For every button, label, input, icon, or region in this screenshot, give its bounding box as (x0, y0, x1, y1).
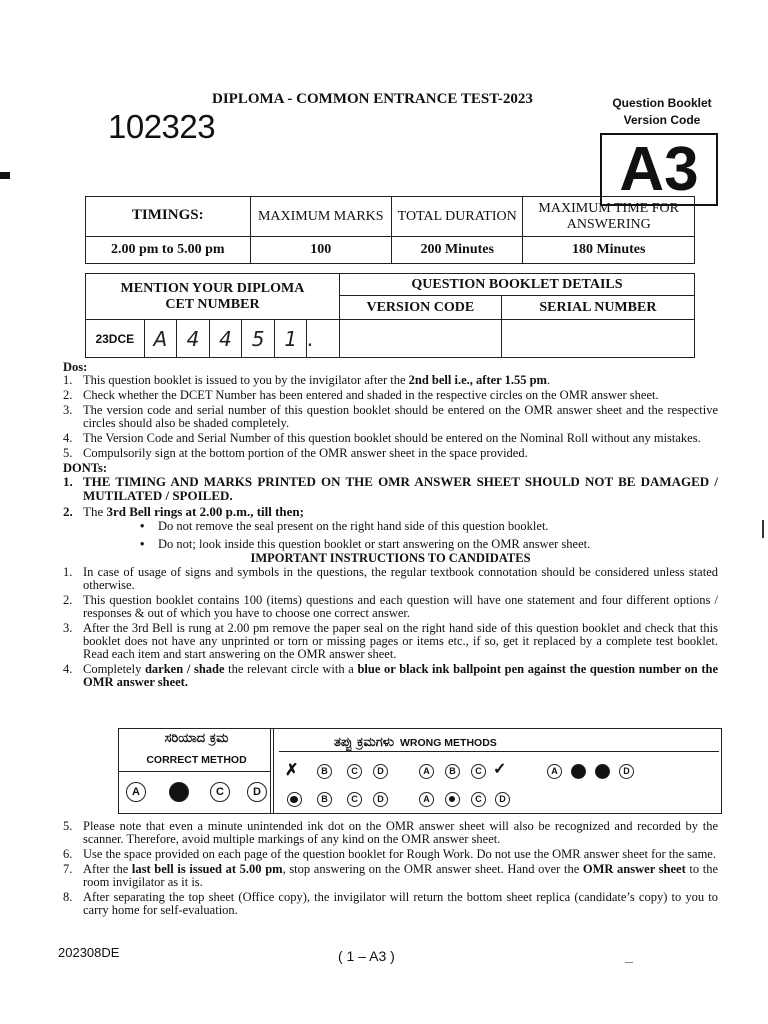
bubble-filled (571, 764, 586, 779)
max-time-value: 180 Minutes (523, 237, 695, 264)
tick-mark-icon: ✓ (493, 761, 507, 778)
item-bold-text: last bell is issued at 5.00 pm (131, 862, 283, 876)
bubble-b-dot (445, 792, 460, 807)
bubble-b: B (317, 792, 332, 807)
version-code-box: A3 (600, 133, 718, 206)
timings-table (85, 196, 695, 264)
correct-method-kannada: ಸರಿಯಾದ ಕ್ರಮ (164, 731, 229, 746)
item-text: This question booklet is issued to you by the invigilator after the (83, 373, 409, 387)
mention-cet-number (86, 274, 340, 320)
list-item (63, 404, 718, 430)
bubble-filled (595, 764, 610, 779)
bubble-d: D (373, 764, 388, 779)
margin-mark (625, 962, 633, 963)
cet-details-table (85, 273, 695, 358)
max-marks-value: 100 (250, 237, 391, 264)
version-code-label (602, 95, 722, 129)
list-item (63, 475, 718, 503)
omr-method-example (118, 728, 722, 814)
bubble-d: D (247, 782, 267, 802)
timings-header: TIMINGS: (86, 197, 251, 237)
item-text: , stop answering on the OMR answer sheet. Hand over the (282, 862, 583, 876)
bubble-b: B (445, 764, 460, 779)
bullet-icon: • (140, 519, 145, 533)
list-item (63, 447, 718, 460)
item-text: Use the space provided on each page of the question booklet for Rough Work. Do not use the OMR answer sheet for the same. (83, 847, 716, 861)
item-text: Compulsorily sign at the bottom portion of the OMR answer sheet in the space provided. (83, 446, 528, 460)
total-duration-value: 200 Minutes (391, 237, 522, 264)
item-number: 1. (63, 565, 73, 579)
mention-line1: MENTION YOUR DIPLOMA (120, 280, 305, 296)
item-number: 2. (63, 593, 73, 607)
instructions-section (63, 361, 718, 691)
divider (119, 771, 270, 772)
list-item (63, 432, 718, 445)
item-number: 3. (63, 403, 73, 417)
max-time-header: MAXIMUM TIME FOR ANSWERING (523, 197, 695, 237)
item-number: 2. (63, 504, 73, 519)
bullet-item (140, 520, 718, 533)
bubble-d: D (619, 764, 634, 779)
list-item (63, 566, 718, 592)
bubble-a-partial (287, 792, 302, 807)
version-code-label-line1: Question Booklet (612, 96, 712, 110)
bullet-text: Do not remove the seal present on the right hand side of this question booklet. (158, 519, 549, 533)
bubble-d: D (495, 792, 510, 807)
item-number: 6. (63, 847, 73, 861)
item-text: Completely (83, 662, 145, 676)
cet-digit: A (144, 320, 177, 358)
cet-digit: 1 (274, 320, 307, 358)
cet-digit: 4 (209, 320, 242, 358)
bubble-c: C (471, 764, 486, 779)
bubble-b-filled (169, 782, 189, 802)
bullet-item (140, 538, 718, 551)
item-number: 3. (63, 621, 73, 635)
total-duration-header: TOTAL DURATION (391, 197, 522, 237)
instructions-section-continued (63, 820, 718, 919)
item-text: to the room invigilator as it is. (83, 862, 718, 889)
cross-mark-icon: ✗ (285, 762, 299, 779)
wrong-methods-kannada: ತಪ್ಪು ಕ್ರಮಗಳು (334, 735, 394, 750)
item-number: 7. (63, 862, 73, 876)
version-code-entry (339, 320, 501, 358)
item-text: After separating the top sheet (Office copy), the invigilator will return the bottom sheet replica (candidate’s copy) to you to carry home for self-evaluation. (83, 890, 718, 917)
item-number: 8. (63, 890, 73, 904)
correct-method-label: CORRECT METHOD (146, 754, 247, 766)
item-number: 5. (63, 819, 73, 833)
item-bold-text: 2nd bell i.e., after 1.55 pm (408, 373, 547, 387)
bubble-d: D (373, 792, 388, 807)
item-bold-text: blue or black ink ballpoint pen against the question number on the OMR answer sheet. (83, 662, 718, 689)
item-text: . (546, 373, 551, 387)
exam-title: DIPLOMA - COMMON ENTRANCE TEST-2023 (212, 91, 533, 107)
bubble-a: A (419, 792, 434, 807)
timings-value: 2.00 pm to 5.00 pm (86, 237, 251, 264)
list-item (63, 505, 718, 518)
item-text: This question booklet contains 100 (items) questions and each question will have one statement and four different options / responses & out of which you have to choose one correct answer. (83, 593, 718, 620)
item-number: 1. (63, 373, 73, 387)
list-item (63, 820, 718, 846)
list-item (63, 594, 718, 620)
bubble-b: B (317, 764, 332, 779)
margin-mark (762, 520, 764, 538)
bubble-c: C (347, 792, 362, 807)
divider (279, 751, 719, 752)
list-item (63, 389, 718, 402)
dos-heading: Dos: (63, 360, 88, 374)
list-item (63, 663, 718, 689)
item-bold-text: darken / shade (144, 662, 225, 676)
max-marks-header: MAXIMUM MARKS (250, 197, 391, 237)
item-text: the relevant circle with a (224, 662, 358, 676)
footer-code: 202308DE (58, 945, 120, 960)
cet-digit: 4 (177, 320, 210, 358)
bubble-a: A (547, 764, 562, 779)
booklet-details-header: QUESTION BOOKLET DETAILS (339, 274, 694, 296)
list-item (63, 863, 718, 889)
instructions-heading: IMPORTANT INSTRUCTIONS TO CANDIDATES (250, 551, 531, 565)
item-number: 1. (63, 474, 73, 489)
margin-mark (0, 172, 10, 179)
list-item (63, 374, 718, 387)
item-number: 4. (63, 662, 73, 676)
cet-digit: . (307, 320, 339, 358)
bubble-c: C (347, 764, 362, 779)
cet-prefix: 23DCE (86, 320, 145, 358)
page-number: ( 1 – A3 ) (338, 948, 395, 964)
item-text: Please note that even a minute unintended ink dot on the OMR answer sheet will also be recognized and recorded by the scanner. Therefore, avoid multiple markings of any kind on the OMR answer sheet. (83, 819, 718, 846)
item-number: 2. (63, 388, 73, 402)
correct-method-panel (119, 729, 274, 813)
version-code-header: VERSION CODE (339, 296, 501, 320)
bubble-c: C (210, 782, 230, 802)
serial-number-header: SERIAL NUMBER (501, 296, 694, 320)
item-text: After the (83, 862, 132, 876)
item-number: 5. (63, 446, 73, 460)
wrong-methods-heading (334, 735, 497, 750)
item-text: After the 3rd Bell is rung at 2.00 pm remove the paper seal on the right hand side of this question booklet and check that this booklet does not have any unprinted or torn or missing pages or items etc., if so, get it replaced by a complete test booklet. Read each item and start answering on the OMR answer sheet. (83, 621, 718, 661)
version-code-label-line2: Version Code (623, 113, 701, 127)
item-text: Check whether the DCET Number has been entered and shaded in the respective circles on the OMR answer sheet. (83, 388, 659, 402)
cet-digit: 5 (242, 320, 275, 358)
handwritten-code-number: 102323 (108, 108, 216, 145)
bullet-icon: • (140, 537, 145, 551)
item-bold-text: OMR answer sheet (582, 862, 686, 876)
item-text: The (83, 504, 107, 519)
mention-line2: CET NUMBER (165, 296, 260, 312)
list-item (63, 848, 718, 861)
wrong-methods-label: WRONG METHODS (399, 737, 497, 749)
item-text: In case of usage of signs and symbols in the questions, the regular textbook connotation should be considered unless stated otherwise. (83, 565, 718, 592)
item-text: The version code and serial number of this question booklet should be entered on the OMR answer sheet and the respective circles should also be shaded completely. (83, 403, 718, 430)
item-text: The Version Code and Serial Number of this question booklet should be entered on the Nominal Roll without any mistakes. (83, 431, 701, 445)
donts-heading: DONTs: (63, 461, 107, 475)
list-item (63, 891, 718, 917)
bubble-a: A (126, 782, 146, 802)
bullet-text: Do not; look inside this question booklet or start answering on the OMR answer sheet. (158, 537, 591, 551)
item-bold-text: 3rd Bell rings at 2.00 p.m., till then; (106, 504, 304, 519)
bubble-a: A (419, 764, 434, 779)
serial-number-entry (501, 320, 694, 358)
bubble-c: C (471, 792, 486, 807)
item-text: THE TIMING AND MARKS PRINTED ON THE OMR ANSWER SHEET SHOULD NOT BE DAMAGED / MUTILATED / SPOILED. (83, 474, 718, 503)
list-item (63, 622, 718, 661)
item-number: 4. (63, 431, 73, 445)
